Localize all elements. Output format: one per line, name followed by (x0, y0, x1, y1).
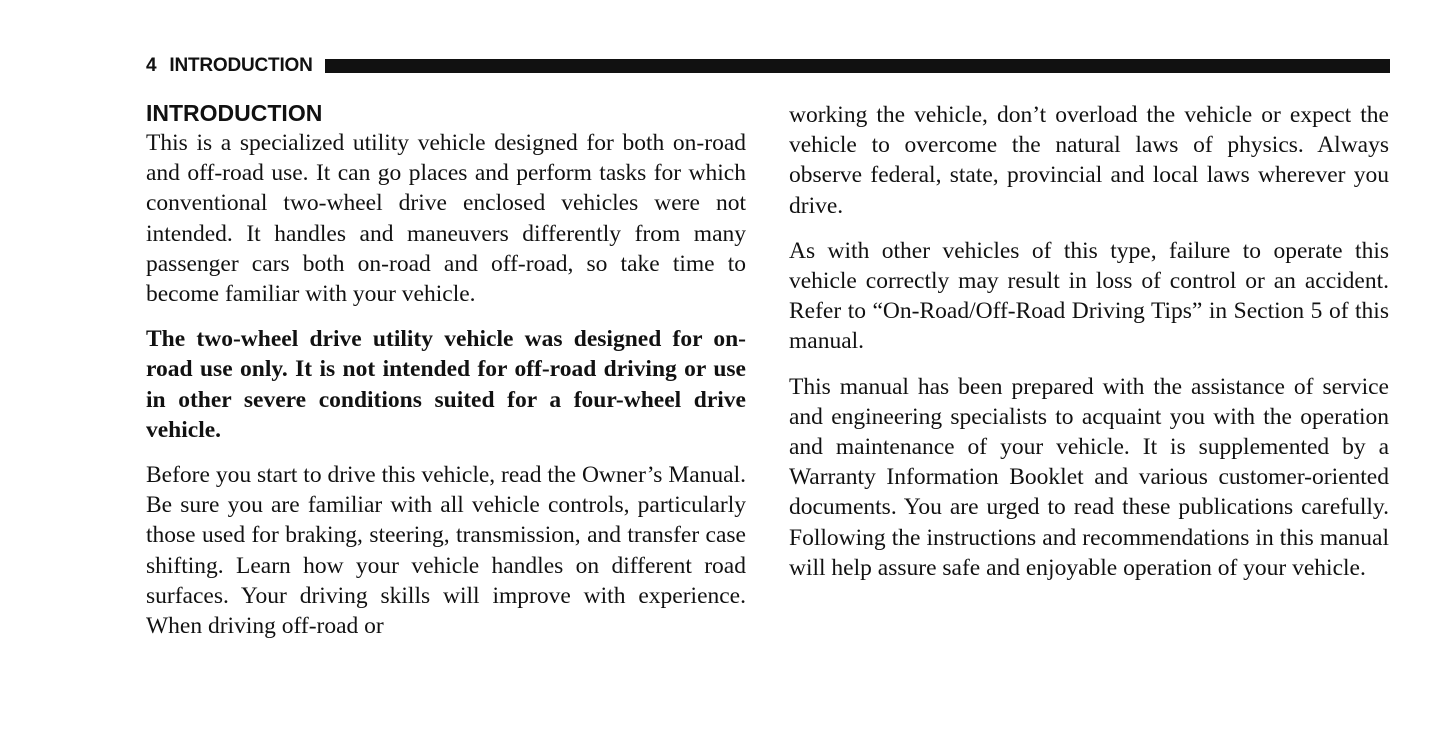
continued-paragraph: working the vehicle, don’t overload the vehicle or expect the vehicle to overcome the natural laws of physics. Always observe federal, state, provincial and local laws wherever you drive. (789, 102, 1389, 219)
page-number: 4 (146, 55, 157, 76)
warning-paragraph: The two-wheel drive utility vehicle was designed for on-road use only. It is not intended for off-road driving or use in other severe conditions suited for a four-wheel drive vehicle. (146, 326, 746, 443)
manual-purpose-paragraph: This manual has been prepared with the assistance of service and engineering specialists to acquaint you with the operation and maintenance of your vehicle. It is supplemented by a Warranty Information Booklet and various customer-oriented documents. You are urged to read these publications carefully. Following the instructions and recommendations in this manual will help assure safe and enjoyable operation of your vehicle. (789, 373, 1389, 581)
loss-of-control-paragraph: As with other vehicles of this type, failure to operate this vehicle correctly may result in loss of control or an accident. Refer to “On-Road/Off-Road Driving Tips” in Section 5 of this manual. (789, 237, 1389, 355)
page-header (146, 54, 1390, 78)
right-column (789, 98, 1389, 598)
owners-manual-paragraph: Before you start to drive this vehicle, read the Owner’s Manual. Be sure you are familiar with all vehicle controls, particularly those used for braking, steering, transmission, and transfer case shifting. Learn how your vehicle handles on different road surfaces. Your driving skills will improve with experience. When driving off-road or (146, 462, 746, 640)
section-heading: INTRODUCTION (146, 100, 323, 126)
intro-paragraph: This is a specialized utility vehicle designed for both on-road and off-road use. It can go places and perform tasks for which conventional two-wheel drive enclosed vehicles were not intended. It handles and maneuvers differently from many passenger cars both on-road and off-road, so take time to become familiar with your vehicle. (146, 130, 746, 308)
header-rule (325, 59, 1390, 73)
left-column (146, 98, 746, 656)
running-header-title: INTRODUCTION (169, 55, 313, 76)
